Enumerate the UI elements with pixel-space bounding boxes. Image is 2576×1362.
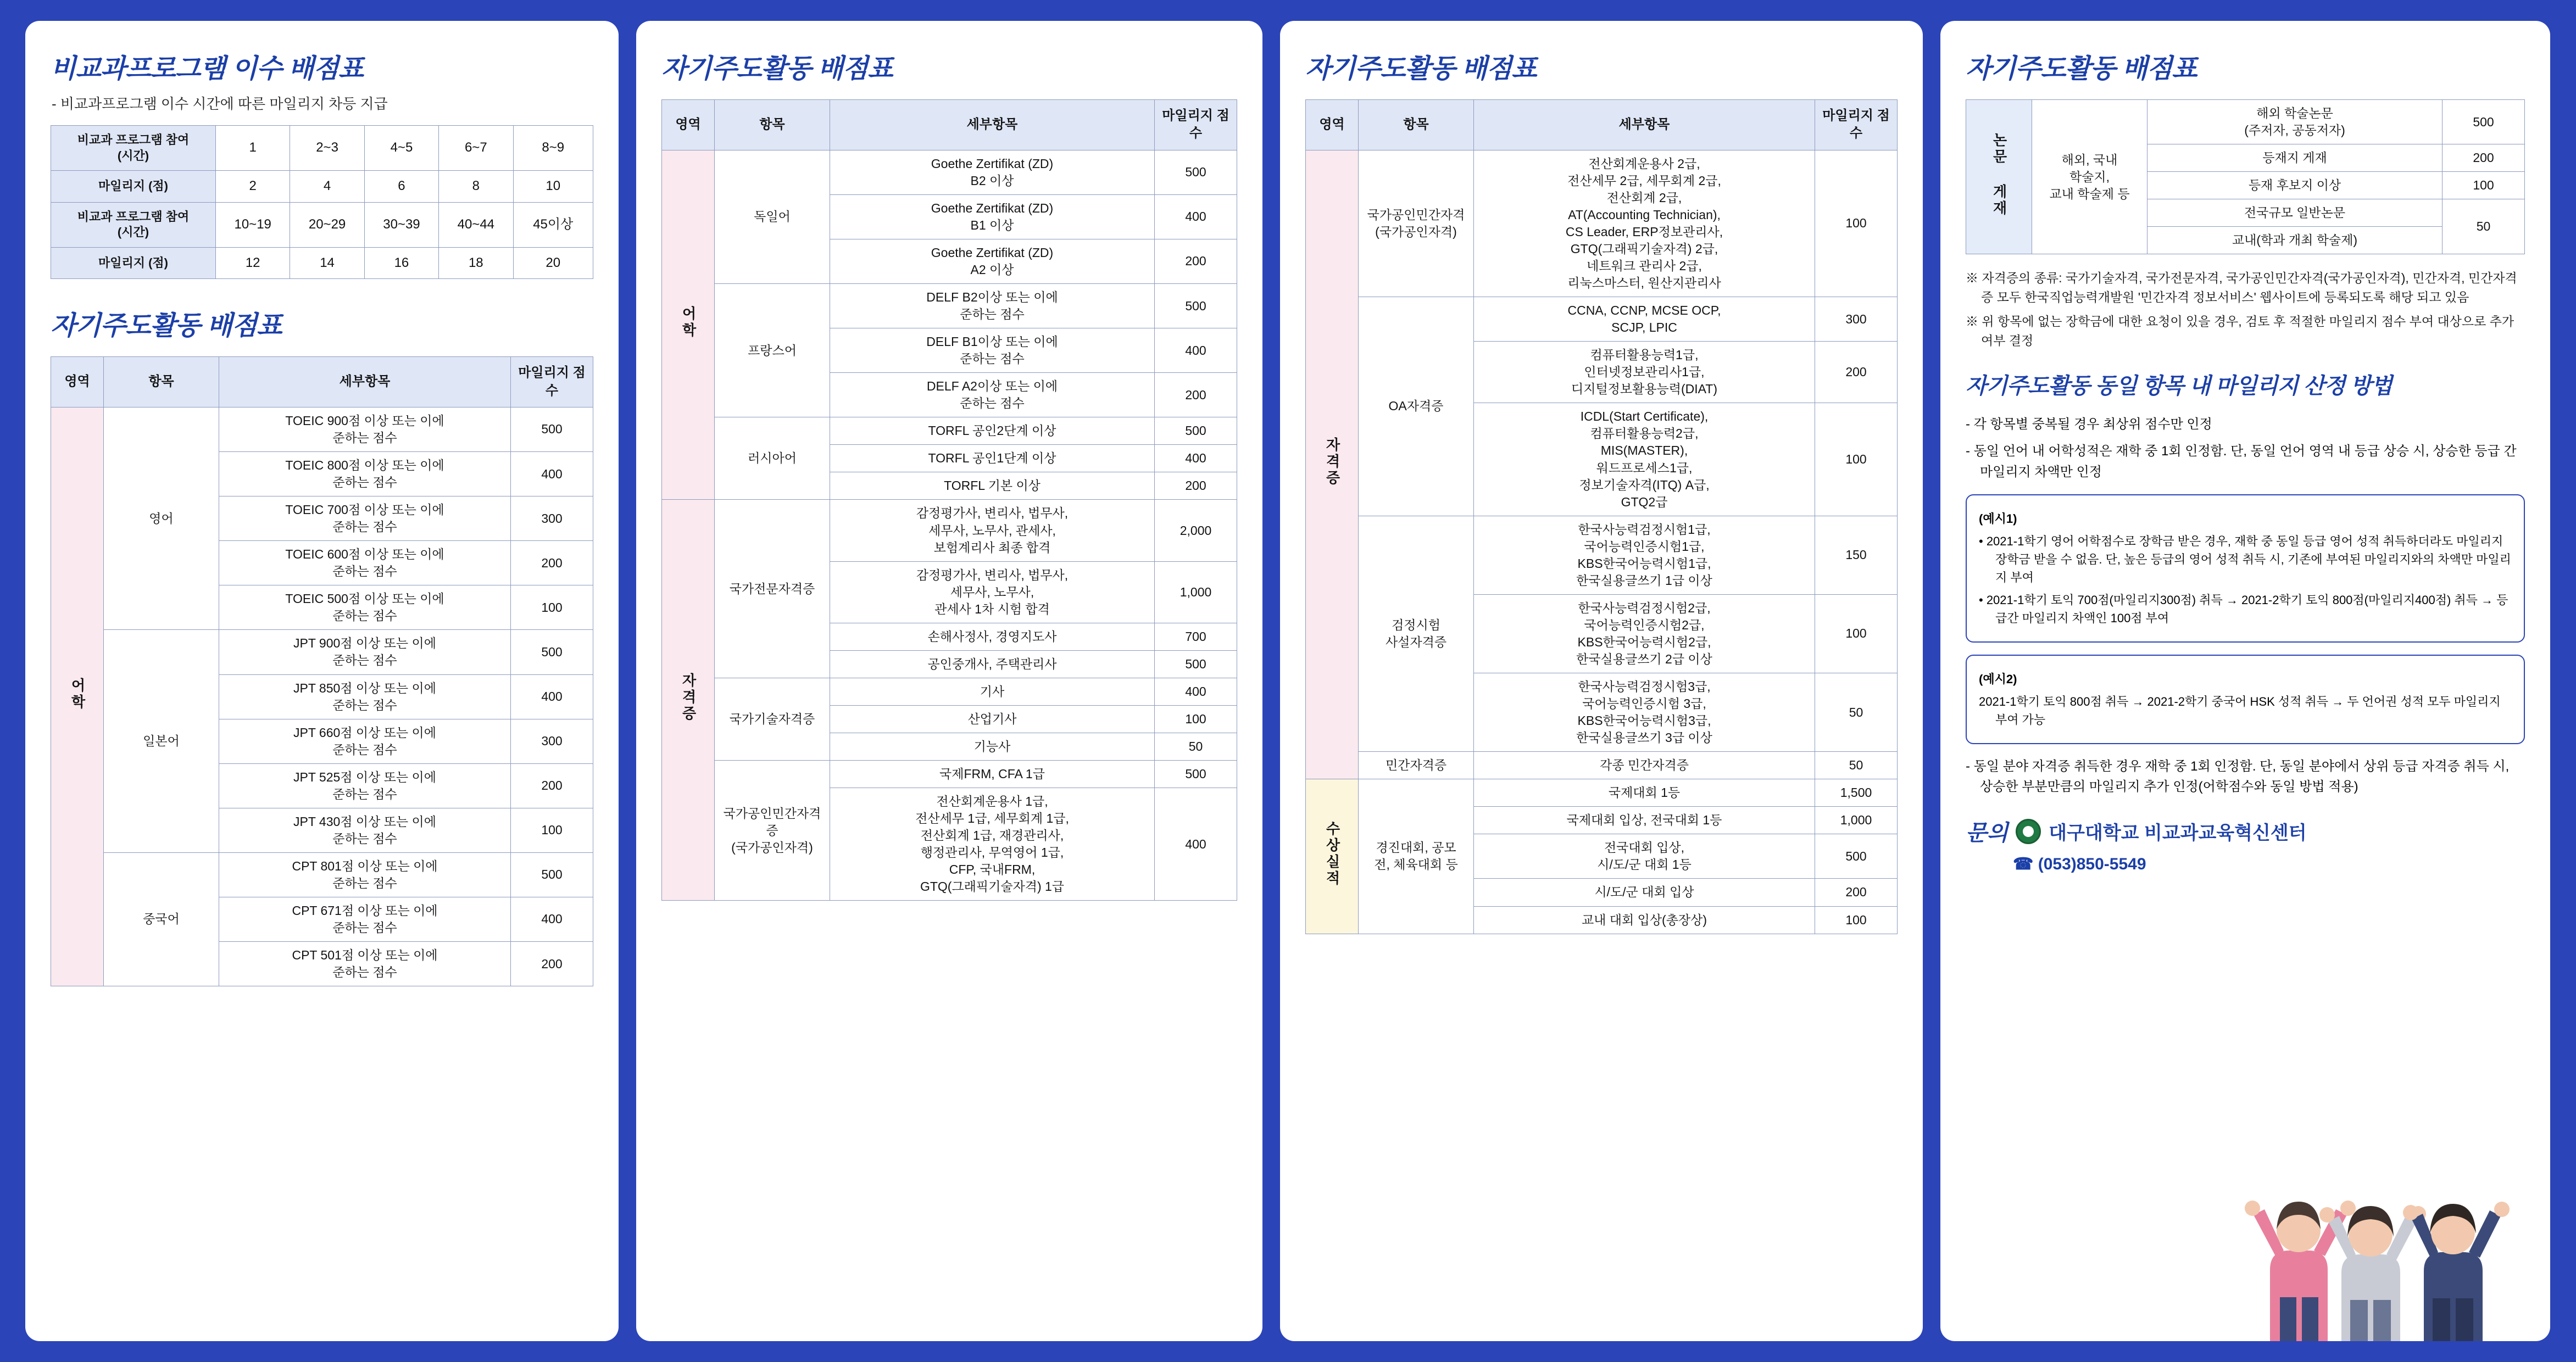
row-header: 비교과 프로그램 참여 (시간) xyxy=(51,126,216,171)
table-row xyxy=(51,247,593,278)
cell-value: 14 xyxy=(290,247,364,278)
detail-cell: TOEIC 700점 이상 또는 이에 준하는 점수 xyxy=(219,496,511,541)
table-row xyxy=(662,761,1237,788)
item-cell: 검정시험 사설자격증 xyxy=(1359,516,1474,752)
score-cell: 200 xyxy=(511,763,593,808)
detail-cell: TOEIC 800점 이상 또는 이에 준하는 점수 xyxy=(219,452,511,496)
score-cell: 500 xyxy=(511,630,593,674)
table-row xyxy=(1306,516,1898,594)
cell-value: 6 xyxy=(364,171,438,202)
row-header: 비교과 프로그램 참여 (시간) xyxy=(51,202,216,247)
item-cell: 국가공인민간자격 (국가공인자격) xyxy=(1359,150,1474,297)
cell-value: 2 xyxy=(216,171,290,202)
score-cell: 200 xyxy=(511,942,593,986)
score-cell: 200 xyxy=(2443,144,2525,172)
item-cell: 국가기술자격증 xyxy=(715,678,830,760)
detail-cell: 기능사 xyxy=(830,733,1155,760)
col-detail: 세부항목 xyxy=(219,357,511,408)
bullet-line: - 동일 언어 내 어학성적은 재학 중 1회 인정함. 단, 동일 언어 영역 내 등급 상승 시, 상승한 등급 간 마일리지 차액만 인정 xyxy=(1966,444,2517,479)
item-cell: 국가전문자격증 xyxy=(715,500,830,678)
panel4-bullets-top xyxy=(1966,414,2525,482)
cell-value: 40~44 xyxy=(439,202,513,247)
detail-cell: 등재지 게재 xyxy=(2147,144,2443,172)
panel1-language-table xyxy=(51,356,593,986)
detail-cell: TORFL 공인1단계 이상 xyxy=(830,445,1155,472)
detail-cell: JPT 900점 이상 또는 이에 준하는 점수 xyxy=(219,630,511,674)
detail-cell: 전국대회 입상, 시/도/군 대회 1등 xyxy=(1474,834,1815,879)
detail-cell: 컴퓨터활용능력1급, 인터넷정보관리사1급, 디지털정보활용능력(DIAT) xyxy=(1474,342,1815,403)
score-cell: 400 xyxy=(511,452,593,496)
score-cell: 50 xyxy=(1815,752,1898,779)
detail-cell: DELF A2이상 또는 이에 준하는 점수 xyxy=(830,373,1155,417)
detail-cell: CPT 801점 이상 또는 이에 준하는 점수 xyxy=(219,852,511,897)
score-cell: 400 xyxy=(1155,788,1237,901)
illustration-students xyxy=(2232,1132,2539,1341)
detail-cell: 시/도/군 대회 입상 xyxy=(1474,879,1815,906)
score-cell: 200 xyxy=(1815,342,1898,403)
detail-cell: JPT 430점 이상 또는 이에 준하는 점수 xyxy=(219,808,511,852)
area-cell: 논문 게재 xyxy=(1966,100,2032,254)
area-cell: 자격증 xyxy=(662,500,715,901)
detail-cell: TOEIC 500점 이상 또는 이에 준하는 점수 xyxy=(219,585,511,630)
score-cell: 300 xyxy=(511,496,593,541)
detail-cell: Goethe Zertifikat (ZD) B2 이상 xyxy=(830,150,1155,194)
item-cell: 해외, 국내 학술지, 교내 학술제 등 xyxy=(2032,100,2147,254)
score-cell: 400 xyxy=(511,674,593,719)
row-header: 마일리지 (점) xyxy=(51,171,216,202)
bullet-line: - 동일 분야 자격증 취득한 경우 재학 중 1회 인정함. 단, 동일 분야에서 상위 등급 자격증 취득 시, 상승한 부분만큼의 마일리지 추가 인정(어학점수와 동일 방법 적용) xyxy=(1966,758,2510,795)
table-row xyxy=(51,202,593,247)
contact-block xyxy=(1966,816,2525,847)
item-cell: 일본어 xyxy=(104,630,219,852)
score-cell: 100 xyxy=(1815,594,1898,673)
score-cell: 100 xyxy=(1155,705,1237,733)
col-item: 항목 xyxy=(1359,100,1474,150)
detail-cell: 국제대회 입상, 전국대회 1등 xyxy=(1474,807,1815,834)
panel-extracurricular xyxy=(25,21,619,1341)
score-cell: 500 xyxy=(511,407,593,451)
table-row xyxy=(1966,100,2525,144)
detail-cell: 기사 xyxy=(830,678,1155,705)
panel4-title: 자기주도활동 배점표 xyxy=(1966,54,2197,83)
cell-value: 1 xyxy=(216,126,290,171)
score-cell: 100 xyxy=(1815,150,1898,297)
score-cell: 300 xyxy=(1815,297,1898,342)
col-score: 마일리지 점수 xyxy=(511,357,593,408)
panel4-section2-title: 자기주도활동 동일 항목 내 마일리지 산정 방법 xyxy=(1966,374,2392,399)
cell-value: 10~19 xyxy=(216,202,290,247)
cell-value: 8~9 xyxy=(513,126,593,171)
table-row xyxy=(1306,752,1898,779)
score-cell: 1,500 xyxy=(1815,779,1898,807)
table-row xyxy=(1306,779,1898,807)
col-area: 영역 xyxy=(1306,100,1359,150)
example-box-2 xyxy=(1966,655,2525,744)
panel-thesis-and-rules xyxy=(1940,21,2550,1341)
col-score: 마일리지 점수 xyxy=(1155,100,1237,150)
detail-cell: CCNA, CCNP, MCSE OCP, SCJP, LPIC xyxy=(1474,297,1815,342)
detail-cell: TORFL 공인2단계 이상 xyxy=(830,417,1155,445)
score-cell: 400 xyxy=(511,897,593,941)
item-cell: 영어 xyxy=(104,407,219,629)
area-cell: 수상실적 xyxy=(1306,779,1359,934)
col-area: 영역 xyxy=(662,100,715,150)
score-cell: 400 xyxy=(1155,678,1237,705)
score-cell: 200 xyxy=(1815,879,1898,906)
detail-cell: 전산회계운용사 2급, 전산세무 2급, 세무회계 2급, 전산회계 2급, AT(Accounting Technician), CS Leader, ERP정보관리사, GTQ(그래픽기술자격) 2급, 네트워크 관리사 2급, 리눅스마스터, 원산지관리사 xyxy=(1474,150,1815,297)
col-item: 항목 xyxy=(104,357,219,408)
table-row xyxy=(662,150,1237,194)
contact-org: 대구대학교 비교과교육혁신센터 xyxy=(2049,823,2307,844)
detail-cell: 감정평가사, 변리사, 법무사, 세무사, 노무사, 관세사, 보험계리사 최종 합격 xyxy=(830,500,1155,561)
score-cell: 200 xyxy=(1155,472,1237,500)
item-cell: 러시아어 xyxy=(715,417,830,500)
score-cell: 500 xyxy=(1155,761,1237,788)
score-cell: 500 xyxy=(1155,417,1237,445)
example-line: • 2021-1학기 토익 700점(마일리지300점) 취득 → 2021-2학기 토익 800점(마일리지400점) 취득 → 등급간 마일리지 차액인 100점 부여 xyxy=(1979,593,2508,625)
cell-value: 16 xyxy=(364,247,438,278)
detail-cell: Goethe Zertifikat (ZD) B1 이상 xyxy=(830,194,1155,239)
col-detail: 세부항목 xyxy=(830,100,1155,150)
col-area: 영역 xyxy=(51,357,104,408)
score-cell: 500 xyxy=(1155,150,1237,194)
table-row xyxy=(662,500,1237,561)
table-row xyxy=(51,171,593,202)
detail-cell: Goethe Zertifikat (ZD) A2 이상 xyxy=(830,239,1155,283)
detail-cell: CPT 671점 이상 또는 이에 준하는 점수 xyxy=(219,897,511,941)
detail-cell: 전국규모 일반논문 xyxy=(2147,199,2443,227)
detail-cell: CPT 501점 이상 또는 이에 준하는 점수 xyxy=(219,942,511,986)
score-cell: 400 xyxy=(1155,194,1237,239)
panel2-table xyxy=(661,99,1237,901)
score-cell: 1,000 xyxy=(1155,561,1237,623)
contact-label: 문의 xyxy=(1966,821,2008,846)
score-cell: 500 xyxy=(1155,650,1237,678)
detail-cell: 공인중개사, 주택관리사 xyxy=(830,650,1155,678)
area-cell: 어학 xyxy=(662,150,715,500)
detail-cell: 한국사능력검정시험3급, 국어능력인증시험 3급, KBS한국어능력시험3급, 한국실용글쓰기 3급 이상 xyxy=(1474,673,1815,752)
table-row xyxy=(51,630,593,674)
example-line: 2021-1학기 토익 800점 취득 → 2021-2학기 중국어 HSK 성적 취득 → 두 언어권 성적 모두 마일리지 부여 가능 xyxy=(1979,694,2501,727)
cell-value: 20 xyxy=(513,247,593,278)
score-cell: 400 xyxy=(1155,445,1237,472)
cell-value: 10 xyxy=(513,171,593,202)
panel2-title: 자기주도활동 배점표 xyxy=(661,54,893,83)
item-cell: 경진대회, 공모 전, 체육대회 등 xyxy=(1359,779,1474,934)
item-cell: OA자격증 xyxy=(1359,297,1474,516)
area-cell: 자격증 xyxy=(1306,150,1359,779)
item-cell: 국가공인민간자격증 (국가공인자격) xyxy=(715,761,830,901)
item-cell: 독일어 xyxy=(715,150,830,283)
detail-cell: 교내 대회 입상(총장상) xyxy=(1474,906,1815,934)
cell-value: 20~29 xyxy=(290,202,364,247)
detail-cell: TORFL 기본 이상 xyxy=(830,472,1155,500)
panel3-table xyxy=(1305,99,1898,934)
item-cell: 민간자격증 xyxy=(1359,752,1474,779)
score-cell: 200 xyxy=(1155,373,1237,417)
cell-value: 45이상 xyxy=(513,202,593,247)
university-logo-icon xyxy=(2016,819,2041,844)
note-line: ※ 위 항목에 없는 장학금에 대한 요청이 있을 경우, 검토 후 적절한 마일리지 점수 부여 대상으로 추가 여부 결정 xyxy=(1966,314,2514,348)
item-cell: 프랑스어 xyxy=(715,284,830,417)
score-cell: 500 xyxy=(511,852,593,897)
score-cell: 100 xyxy=(2443,172,2525,199)
panel-self-directed-2 xyxy=(1280,21,1923,1341)
detail-cell: JPT 660점 이상 또는 이에 준하는 점수 xyxy=(219,719,511,763)
score-cell: 500 xyxy=(1155,284,1237,328)
detail-cell: 해외 학술논문 (주저자, 공동저자) xyxy=(2147,100,2443,144)
cell-value: 12 xyxy=(216,247,290,278)
panel1-title: 비교과프로그램 이수 배점표 xyxy=(51,54,364,83)
note-line: ※ 자격증의 종류: 국가기술자격, 국가전문자격, 국가공인민간자격(국가공인자격), 민간자격, 민간자격증 모두 한국직업능력개발원 '민간자격 정보서비스' 웹사이트에 등록되도록 해당 되고 있음 xyxy=(1966,271,2517,304)
detail-cell: 국제대회 1등 xyxy=(1474,779,1815,807)
area-cell: 어학 xyxy=(51,407,104,986)
panel-self-directed-1 xyxy=(636,21,1262,1341)
detail-cell: 감정평가사, 변리사, 법무사, 세무사, 노무사, 관세사 1차 시험 합격 xyxy=(830,561,1155,623)
table-row xyxy=(51,126,593,171)
score-cell: 50 xyxy=(1155,733,1237,760)
col-detail: 세부항목 xyxy=(1474,100,1815,150)
score-cell: 100 xyxy=(1815,906,1898,934)
score-cell: 100 xyxy=(511,585,593,630)
cell-value: 18 xyxy=(439,247,513,278)
score-cell: 1,000 xyxy=(1815,807,1898,834)
panel4-thesis-table xyxy=(1966,99,2525,254)
cell-value: 4 xyxy=(290,171,364,202)
detail-cell: 국제FRM, CFA 1급 xyxy=(830,761,1155,788)
score-cell: 400 xyxy=(1155,328,1237,373)
score-cell: 300 xyxy=(511,719,593,763)
score-cell: 50 xyxy=(2443,199,2525,254)
example-tag: (예시2) xyxy=(1979,672,2017,686)
hours-mileage-table xyxy=(51,125,593,279)
item-cell: 중국어 xyxy=(104,852,219,986)
table-row xyxy=(51,407,593,451)
detail-cell: TOEIC 900점 이상 또는 이에 준하는 점수 xyxy=(219,407,511,451)
detail-cell: JPT 525점 이상 또는 이에 준하는 점수 xyxy=(219,763,511,808)
example-box-1 xyxy=(1966,494,2525,643)
detail-cell: DELF B2이상 또는 이에 준하는 점수 xyxy=(830,284,1155,328)
score-cell: 500 xyxy=(1815,834,1898,879)
cell-value: 4~5 xyxy=(364,126,438,171)
score-cell: 100 xyxy=(1815,403,1898,516)
score-cell: 500 xyxy=(2443,100,2525,144)
detail-cell: 손해사정사, 경영지도사 xyxy=(830,623,1155,650)
detail-cell: 전산회계운용사 1급, 전산세무 1급, 세무회계 1급, 전산회계 1급, 재경관리사, 행정관리사, 무역영어 1급, CFP, 국내FRM, GTQ(그래픽기술자격) 1급 xyxy=(830,788,1155,901)
detail-cell: ICDL(Start Certificate), 컴퓨터활용능력2급, MIS(MASTER), 워드프로세스1급, 정보기술자격(ITQ) A급, GTQ2급 xyxy=(1474,403,1815,516)
table-row xyxy=(1306,150,1898,297)
detail-cell: DELF B1이상 또는 이에 준하는 점수 xyxy=(830,328,1155,373)
score-cell: 100 xyxy=(511,808,593,852)
bullet-line: - 각 항목별 중복될 경우 최상위 점수만 인정 xyxy=(1966,417,2212,432)
col-item: 항목 xyxy=(715,100,830,150)
detail-cell: JPT 850점 이상 또는 이에 준하는 점수 xyxy=(219,674,511,719)
detail-cell: 등재 후보지 이상 xyxy=(2147,172,2443,199)
panel4-bullets-bottom xyxy=(1966,756,2525,797)
table-row xyxy=(662,417,1237,445)
cell-value: 2~3 xyxy=(290,126,364,171)
panel4-notes xyxy=(1966,269,2525,350)
table-row xyxy=(1306,297,1898,342)
cell-value: 6~7 xyxy=(439,126,513,171)
table-row xyxy=(51,852,593,897)
detail-cell: 한국사능력검정시험1급, 국어능력인증시험1급, KBS한국어능력시험1급, 한국실용글쓰기 1급 이상 xyxy=(1474,516,1815,594)
row-header: 마일리지 (점) xyxy=(51,247,216,278)
detail-cell: TOEIC 600점 이상 또는 이에 준하는 점수 xyxy=(219,541,511,585)
detail-cell: 각종 민간자격증 xyxy=(1474,752,1815,779)
example-tag: (예시1) xyxy=(1979,511,2017,526)
score-cell: 200 xyxy=(1155,239,1237,283)
score-cell: 700 xyxy=(1155,623,1237,650)
table-row xyxy=(662,678,1237,705)
panel3-title: 자기주도활동 배점표 xyxy=(1305,54,1537,83)
contact-phone: ☎ (053)850-5549 xyxy=(2013,855,2146,874)
table-row xyxy=(662,284,1237,328)
col-score: 마일리지 점수 xyxy=(1815,100,1898,150)
score-cell: 200 xyxy=(511,541,593,585)
cell-value: 8 xyxy=(439,171,513,202)
panel1-subnote: - 비교과프로그램 이수 시간에 따른 마일리지 차등 지급 xyxy=(52,96,388,112)
score-cell: 50 xyxy=(1815,673,1898,752)
cell-value: 30~39 xyxy=(364,202,438,247)
example-line: • 2021-1학기 영어 어학점수로 장학금 받은 경우, 재학 중 동일 등급 영어 성적 취득하더라도 마일리지 장학금 받을 수 없음. 단, 높은 등급의 영어 성적 취득 시, 기존에 부여된 마일리지와의 차액만 마일리지 부여 xyxy=(1979,534,2511,584)
detail-cell: 산업기사 xyxy=(830,705,1155,733)
score-cell: 2,000 xyxy=(1155,500,1237,561)
panel1-title-2: 자기주도활동 배점표 xyxy=(51,311,282,341)
score-cell: 150 xyxy=(1815,516,1898,594)
detail-cell: 한국사능력검정시험2급, 국어능력인증시험2급, KBS한국어능력시험2급, 한국실용글쓰기 2급 이상 xyxy=(1474,594,1815,673)
detail-cell: 교내(학과 개최 학술제) xyxy=(2147,227,2443,254)
